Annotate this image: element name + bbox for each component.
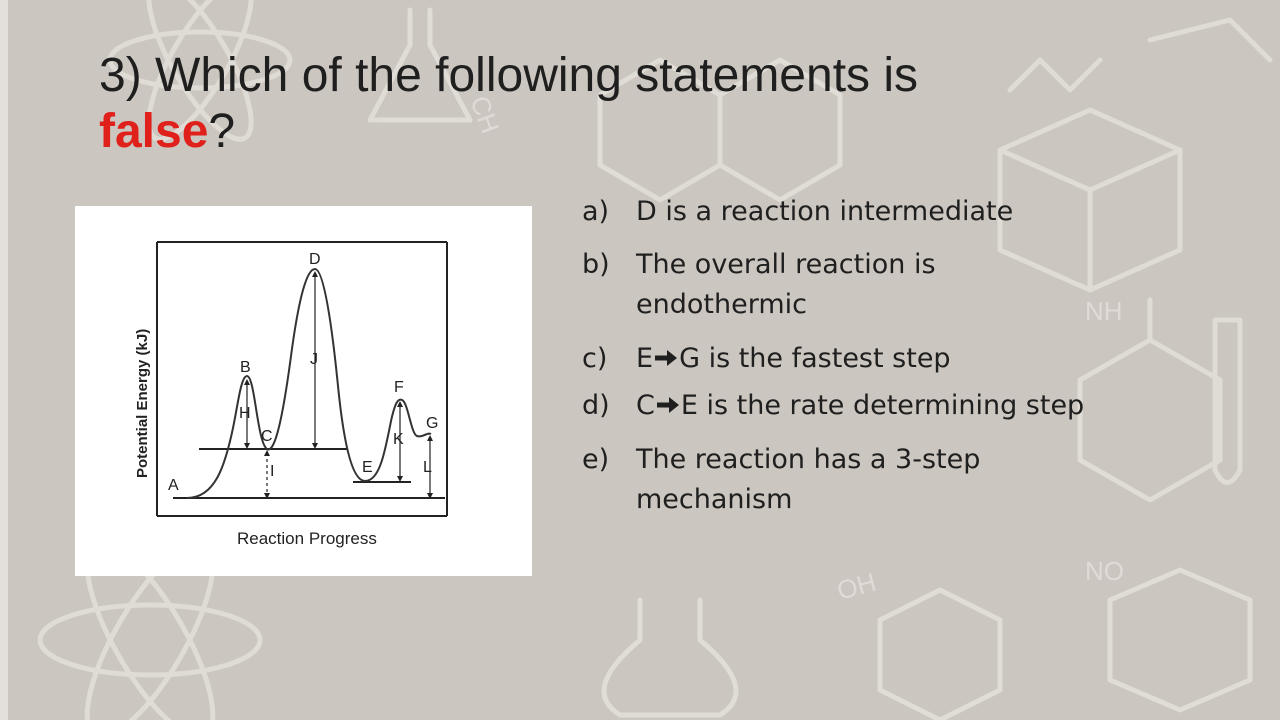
label-l: L [423, 459, 432, 476]
y-axis-label: Potential Energy (kJ) [134, 328, 151, 478]
right-arrow-icon [656, 394, 680, 416]
option-marker: b) [582, 249, 610, 280]
energy-diagram [75, 206, 532, 576]
label-i: I [270, 463, 275, 480]
option-text-start: C [636, 390, 655, 421]
svg-text:NO: NO [1085, 556, 1124, 586]
label-c: C [261, 428, 273, 445]
option-a [582, 192, 1102, 232]
label-a: A [168, 477, 179, 494]
option-marker: a) [582, 196, 610, 227]
slide-title [99, 48, 1219, 160]
energy-diagram-svg [75, 206, 532, 576]
option-text-end: E is the rate determining step [680, 390, 1085, 421]
option-b [582, 245, 1102, 325]
option-text: The overall reaction is endothermic [636, 249, 936, 320]
right-arrow-icon [654, 347, 678, 369]
label-g: G [426, 415, 439, 432]
option-c [582, 339, 1102, 379]
label-k: K [393, 431, 404, 448]
option-text-start: E [636, 343, 654, 374]
label-h: H [239, 405, 251, 422]
option-marker: e) [582, 444, 610, 475]
option-text: The reaction has a 3-step mechanism [636, 444, 981, 515]
option-d [582, 386, 1102, 426]
title-false-word: false [99, 105, 209, 158]
label-f: F [394, 379, 404, 396]
option-marker: d) [582, 390, 610, 421]
svg-text:NH: NH [1085, 296, 1123, 326]
left-edge-strip [0, 0, 8, 720]
label-j: J [310, 351, 318, 368]
svg-text:CH: CH [464, 91, 506, 138]
option-text-end: G is the fastest step [679, 343, 951, 374]
title-question-mark: ? [208, 105, 236, 158]
label-b: B [240, 359, 251, 376]
option-marker: c) [582, 343, 608, 374]
label-d: D [309, 251, 321, 268]
answer-options [582, 192, 1102, 520]
title-main: 3) Which of the following statements is [99, 49, 919, 102]
option-e [582, 440, 1102, 520]
svg-text:OH: OH [833, 566, 880, 606]
label-e: E [362, 459, 373, 476]
x-axis-label: Reaction Progress [237, 529, 377, 548]
option-text: D is a reaction intermediate [636, 196, 1014, 227]
